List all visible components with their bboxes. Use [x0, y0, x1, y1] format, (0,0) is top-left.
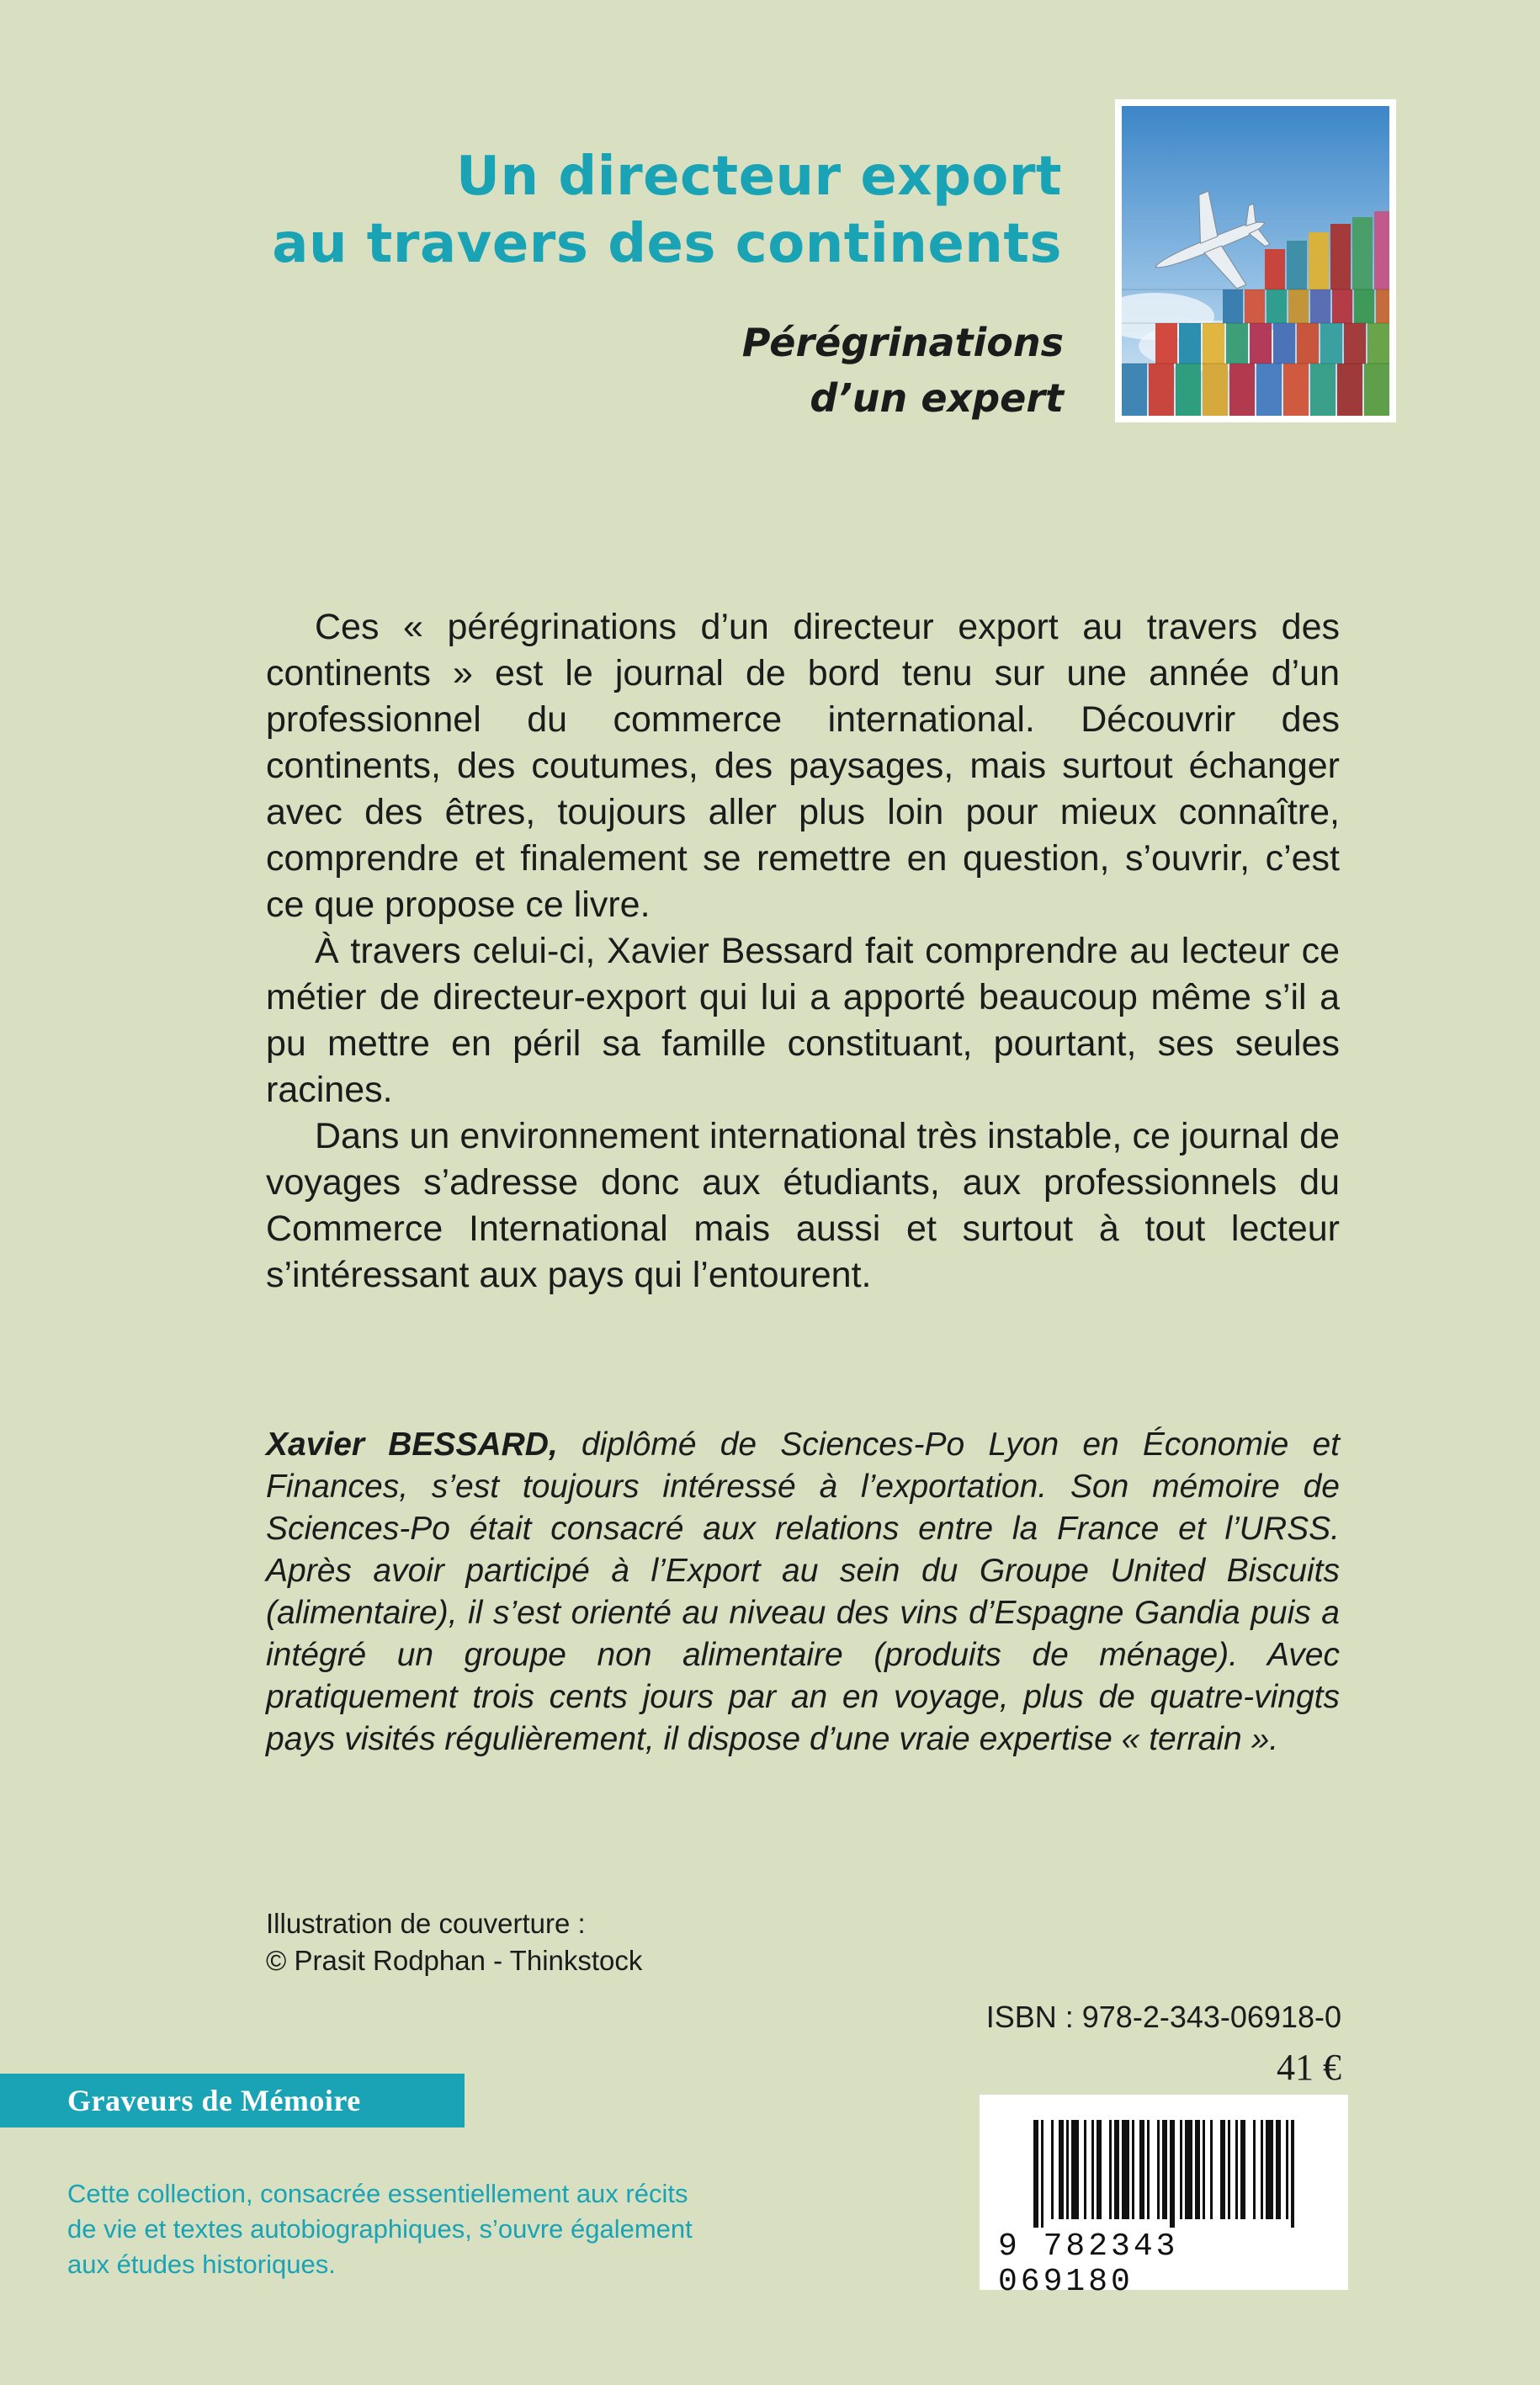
- barcode-digits: 9 782343 069180: [998, 2228, 1179, 2300]
- barcode-bar: [1059, 2120, 1064, 2219]
- cover-credit-label: Illustration de couverture :: [266, 1908, 586, 1939]
- barcode-bar: [1132, 2120, 1134, 2219]
- barcode-bar: [1170, 2120, 1175, 2228]
- barcode-bar: [1051, 2120, 1054, 2219]
- barcode-bar: [1203, 2120, 1205, 2219]
- price: 41 €: [1277, 2047, 1341, 2088]
- barcode-bar: [1033, 2120, 1038, 2228]
- book-subtitle: [742, 315, 1064, 426]
- barcode-bar: [1253, 2120, 1256, 2219]
- barcode-bar: [1261, 2120, 1263, 2219]
- barcode-bar: [1157, 2120, 1160, 2219]
- author-name: Xavier BESSARD,: [266, 1426, 558, 1463]
- cover-credit-photographer: © Prasit Rodphan - Thinkstock: [266, 1945, 643, 1976]
- barcode-bar: [1195, 2120, 1200, 2219]
- back-cover-blurb: [266, 604, 1340, 1299]
- collection-description: Cette collection, consacrée essentiellement aux récits de vie et textes autobiographiques, s’ouvre également aux études historiques.: [67, 2179, 693, 2279]
- barcode-bar: [1185, 2120, 1192, 2219]
- barcode-bar: [1220, 2120, 1225, 2219]
- collection-banner: [0, 2074, 465, 2127]
- barcode-bar: [1122, 2120, 1129, 2219]
- barcode-bar: [1147, 2120, 1150, 2219]
- barcode-bar: [1240, 2120, 1245, 2219]
- blurb-paragraph-3: Dans un environnement international très instable, ce journal de voyages s’adresse donc aux étudiants, aux professionnels du Commerce International mais aussi et surtout à tout lecteur s’intéressant aux pays qui l’entourent.: [266, 1116, 1340, 1295]
- barcode-bar: [1228, 2120, 1230, 2219]
- author-bio: [266, 1424, 1340, 1761]
- barcode-bar: [1235, 2120, 1238, 2219]
- barcode-bar: [1139, 2120, 1144, 2219]
- barcode: [980, 2095, 1348, 2300]
- cover-credit: [266, 1905, 642, 1979]
- book-title-line-1: Un directeur export: [456, 146, 1062, 208]
- barcode-bar: [1084, 2120, 1086, 2219]
- cover-photo: [1115, 99, 1396, 422]
- barcode-bar: [1114, 2120, 1119, 2219]
- airplane-over-containers-photo: [1122, 106, 1389, 416]
- blurb-paragraph-2: À travers celui-ci, Xavier Bessard fait comprendre au lecteur ce métier de directeur-export qui lui a apporté beaucoup même s’il a pu mettre en péril sa famille constituant, pourtant, ses seules racines.: [266, 931, 1340, 1110]
- barcode-bar: [1286, 2120, 1288, 2219]
- barcode-bar: [1109, 2120, 1112, 2219]
- collection-name: Graveurs de Mémoire: [67, 2084, 361, 2117]
- barcode-bar: [1291, 2120, 1294, 2228]
- book-subtitle-line-1: Pérégrinations: [741, 320, 1064, 365]
- barcode-bar: [1041, 2120, 1043, 2228]
- barcode-bar: [1276, 2120, 1281, 2219]
- author-bio-text: diplômé de Sciences-Po Lyon en Économie et Finances, s’est toujours intéressé à l’exportation. Son mémoire de Sciences-Po était consacré aux relations entre la France et l’URSS. Après avoir participé à l’Export au sein du Groupe United Biscuits (alimentaire), il s’est orienté au niveau des vins d’Espagne Gandia puis a intégré un groupe non alimentaire (produits de ménage). Avec pratiquement trois cents jours par an en voyage, plus de quatre-vingts pays visités régulièrement, il dispose d’une vraie expertise « terrain ».: [266, 1426, 1341, 1757]
- barcode-bar: [1066, 2120, 1069, 2219]
- barcode-bar: [1180, 2120, 1182, 2219]
- blurb-paragraph-1: Ces « pérégrinations d’un directeur export au travers des continents » est le journal de bord tenu sur une année d’un professionnel du commerce international. Découvrir des continents, des coutumes, des paysages, mais surtout échanger avec des êtres, toujours aller plus loin pour mieux connaître, comprendre et finalement se remettre en question, s’ouvrir, c’est ce que propose ce livre.: [266, 607, 1340, 925]
- barcode-bar: [1091, 2120, 1094, 2219]
- barcode-icon: [1033, 2120, 1294, 2228]
- isbn: ISBN : 978-2-343-06918-0: [985, 2000, 1341, 2034]
- barcode-bar: [1097, 2120, 1102, 2219]
- book-subtitle-line-2: d’un expert: [810, 375, 1064, 421]
- barcode-bar: [1210, 2120, 1213, 2219]
- barcode-bar: [1071, 2120, 1079, 2219]
- book-title-line-2: au travers des continents: [272, 213, 1062, 275]
- barcode-bar: [1266, 2120, 1273, 2219]
- barcode-bar: [1162, 2120, 1167, 2219]
- book-title: [272, 143, 1062, 278]
